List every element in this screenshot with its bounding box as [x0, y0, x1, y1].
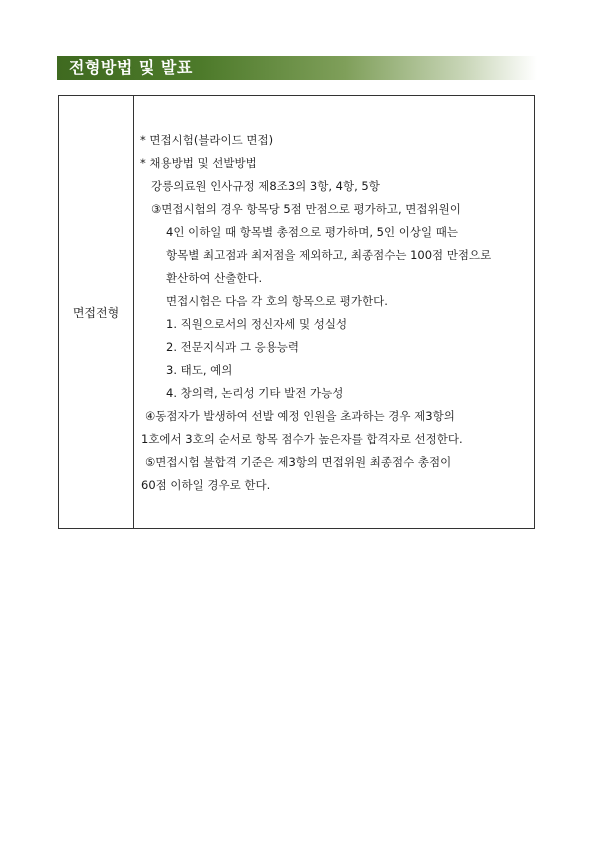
content-line: ④동점자가 발생하여 선발 예정 인원을 초과하는 경우 제3항의: [145, 409, 455, 423]
row-label: 면접전형: [72, 305, 120, 320]
row-label-cell: [59, 96, 134, 528]
content-line: ③면접시험의 경우 항목당 5점 만점으로 평가하고, 면접위원이: [151, 202, 461, 216]
content-line: 환산하여 산출한다.: [166, 271, 263, 285]
content-line: 항목별 최고점과 최저점을 제외하고, 최종점수는 100점 만점으로: [166, 248, 492, 262]
content-line: 4인 이하일 때 항목별 총점으로 평가하며, 5인 이상일 때는: [166, 225, 458, 239]
content-line: * 면접시험(블라이드 면접): [140, 133, 274, 147]
content-line: ⑤면접시험 불합격 기준은 제3항의 면접위원 최종점수 총점이: [145, 455, 452, 469]
content-line: 4. 창의력, 논리성 기타 발전 가능성: [166, 386, 344, 400]
section-title: 전형방법 및 발표: [69, 58, 193, 77]
content-line: 면접시험은 다음 각 호의 항목으로 평가한다.: [166, 294, 388, 308]
content-line: 강릉의료원 인사규정 제8조3의 3항, 4항, 5항: [151, 179, 380, 193]
content-line: 1. 직원으로서의 정신자세 및 성실성: [166, 317, 348, 331]
section-header-bar: [57, 56, 537, 80]
content-line: 1호에서 3호의 순서로 항목 점수가 높은자를 합격자로 선정한다.: [141, 432, 463, 446]
evaluation-table: [58, 95, 535, 529]
content-line: * 채용방법 및 선발방법: [140, 156, 257, 170]
row-content-cell: [134, 96, 534, 528]
content-line: 60점 이하일 경우로 한다.: [141, 478, 271, 492]
content-line: 3. 태도, 예의: [166, 363, 233, 377]
content-line: 2. 전문지식과 그 응용능력: [166, 340, 300, 354]
